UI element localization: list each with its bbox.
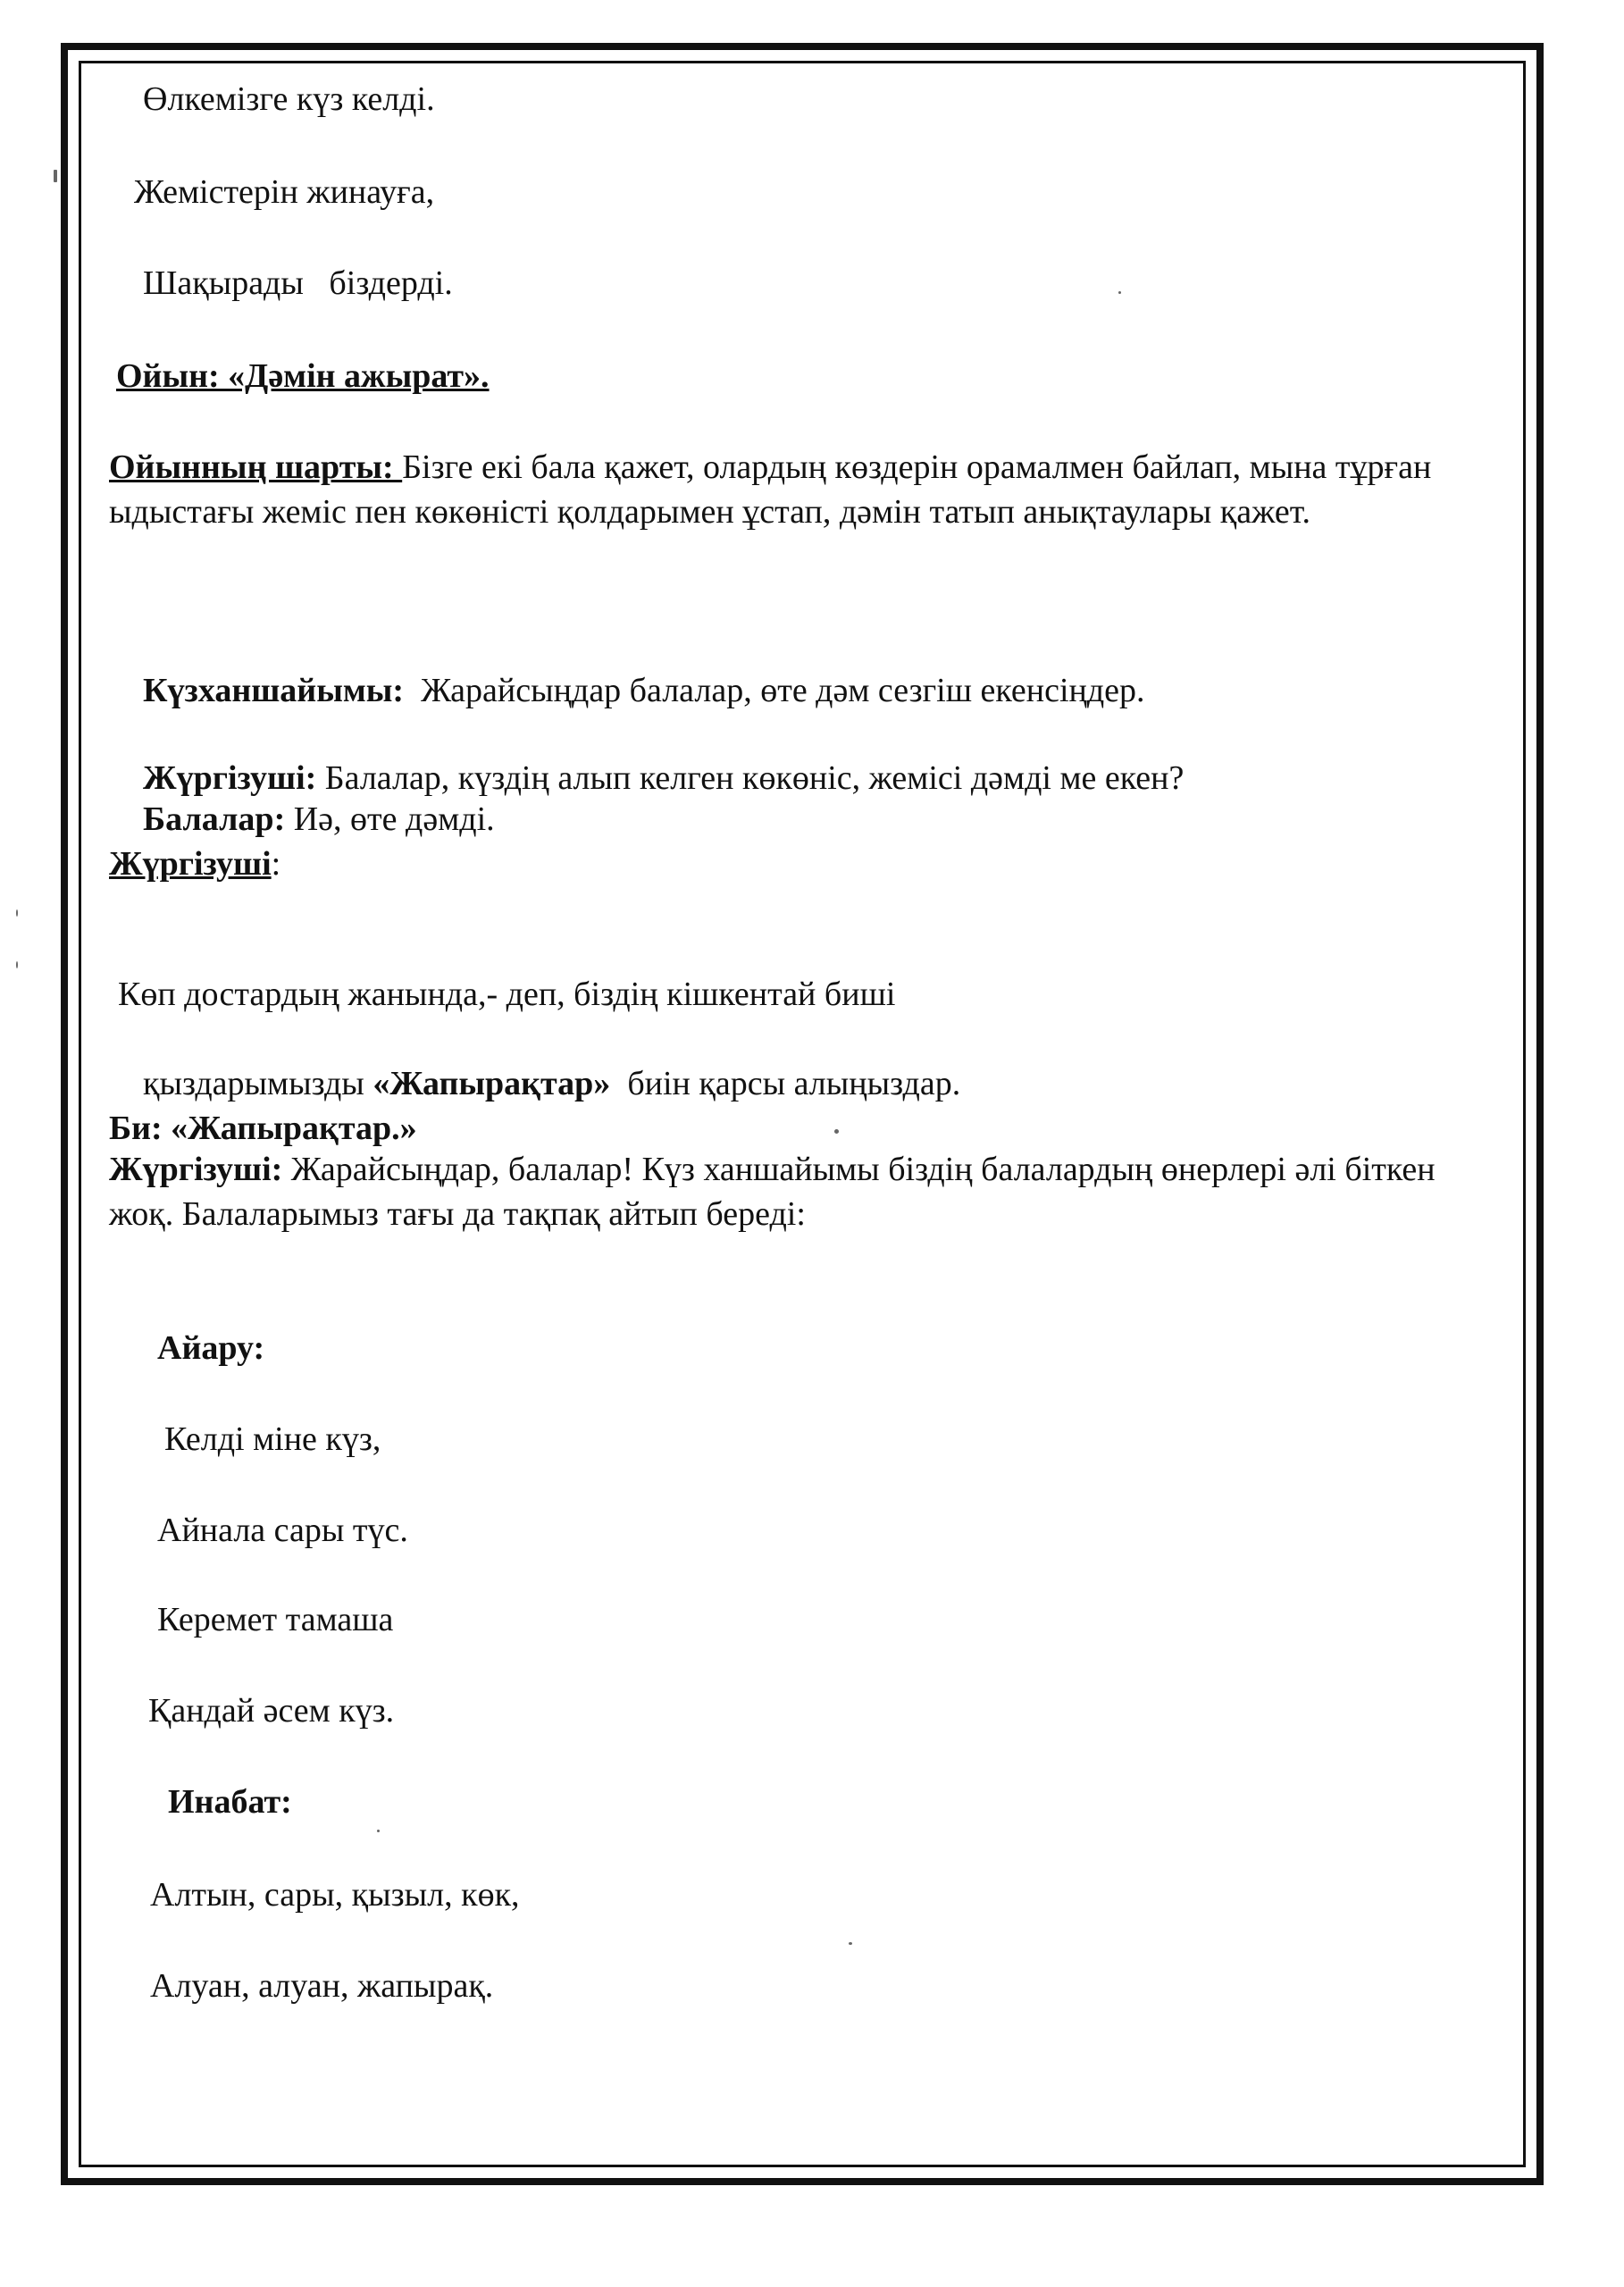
host-heading-colon: : <box>271 845 281 883</box>
poem1-line-2: Айнала сары түс. <box>157 1512 408 1549</box>
scan-speck <box>1118 291 1121 294</box>
dialog-host-2-text: Жарайсыңдар, балалар! Күз ханшайымы біздің балалардың өнерлері әлі біткен жоқ. Балаларымыз тағы да тақпақ айтып береді: <box>109 1151 1436 1233</box>
host-heading <box>109 842 280 886</box>
host-heading-label: Жүргізуші <box>109 845 272 883</box>
speaker-queen: Күзханшайымы: <box>143 672 405 709</box>
game-rules-text: Бізге екі бала қажет, олардың көздерін орамалмен байлап, мына тұрған ыдыстағы жеміс пен көкөністі қолдарымен ұстап, дәмін татып анықтаулары қажет. <box>109 448 1432 531</box>
dialog-host-2 <box>109 1147 1494 1236</box>
scan-speck <box>54 170 57 182</box>
intro-dance-pre: қыздарымызды <box>143 1065 373 1102</box>
scan-speck <box>16 961 18 968</box>
poem-intro-line-3: Шақырады біздерді. <box>143 264 453 302</box>
poem1-speaker: Айару: <box>157 1329 265 1367</box>
poem-intro-line-2: Жемістерін жинауға, <box>134 173 435 211</box>
poem1-line-1: Келді міне күз, <box>164 1420 381 1458</box>
dance-name: «Жапырақтар» <box>373 1065 611 1102</box>
scan-speck <box>16 909 18 917</box>
poem2-line-1: Алтын, сары, қызыл, көк, <box>150 1876 520 1914</box>
poem-intro-line-1: Өлкемізге күз келді. <box>143 80 435 118</box>
poem1-line-4: Қандай әсем күз. <box>148 1692 395 1730</box>
dialog-queen-text: Жарайсыңдар балалар, өте дәм сезгіш екенсіңдер. <box>404 672 1145 709</box>
poem2-line-2: Алуан, алуан, жапырақ. <box>150 1967 494 2005</box>
dance-title: Би: «Жапырақтар.» <box>109 1110 417 1147</box>
speaker-host-2: Жүргізуші: <box>109 1151 283 1188</box>
scan-speck <box>834 1129 839 1134</box>
dialog-host-1-text: Балалар, күздің алып келген көкөніс, жемісі дәмді ме екен? <box>316 759 1185 797</box>
game-rules-label: Ойынның шарты: <box>109 448 403 486</box>
speaker-children: Балалар: <box>143 800 286 838</box>
scan-speck <box>849 1942 852 1945</box>
intro-dance-post: биін қарсы алыңыздар. <box>610 1065 961 1102</box>
intro-dance-line-1: Көп достардың жанында,- деп, біздің кішкентай биші <box>118 976 896 1013</box>
scan-speck <box>377 1830 380 1832</box>
game-title: Ойын: «Дәмін ажырат». <box>116 357 490 395</box>
dialog-children-text: Иә, өте дәмді. <box>285 800 495 838</box>
poem1-line-3: Керемет тамаша <box>157 1601 394 1638</box>
poem2-speaker: Инабат: <box>168 1783 292 1821</box>
game-rules <box>109 445 1494 534</box>
speaker-host: Жүргізуші: <box>143 759 317 797</box>
